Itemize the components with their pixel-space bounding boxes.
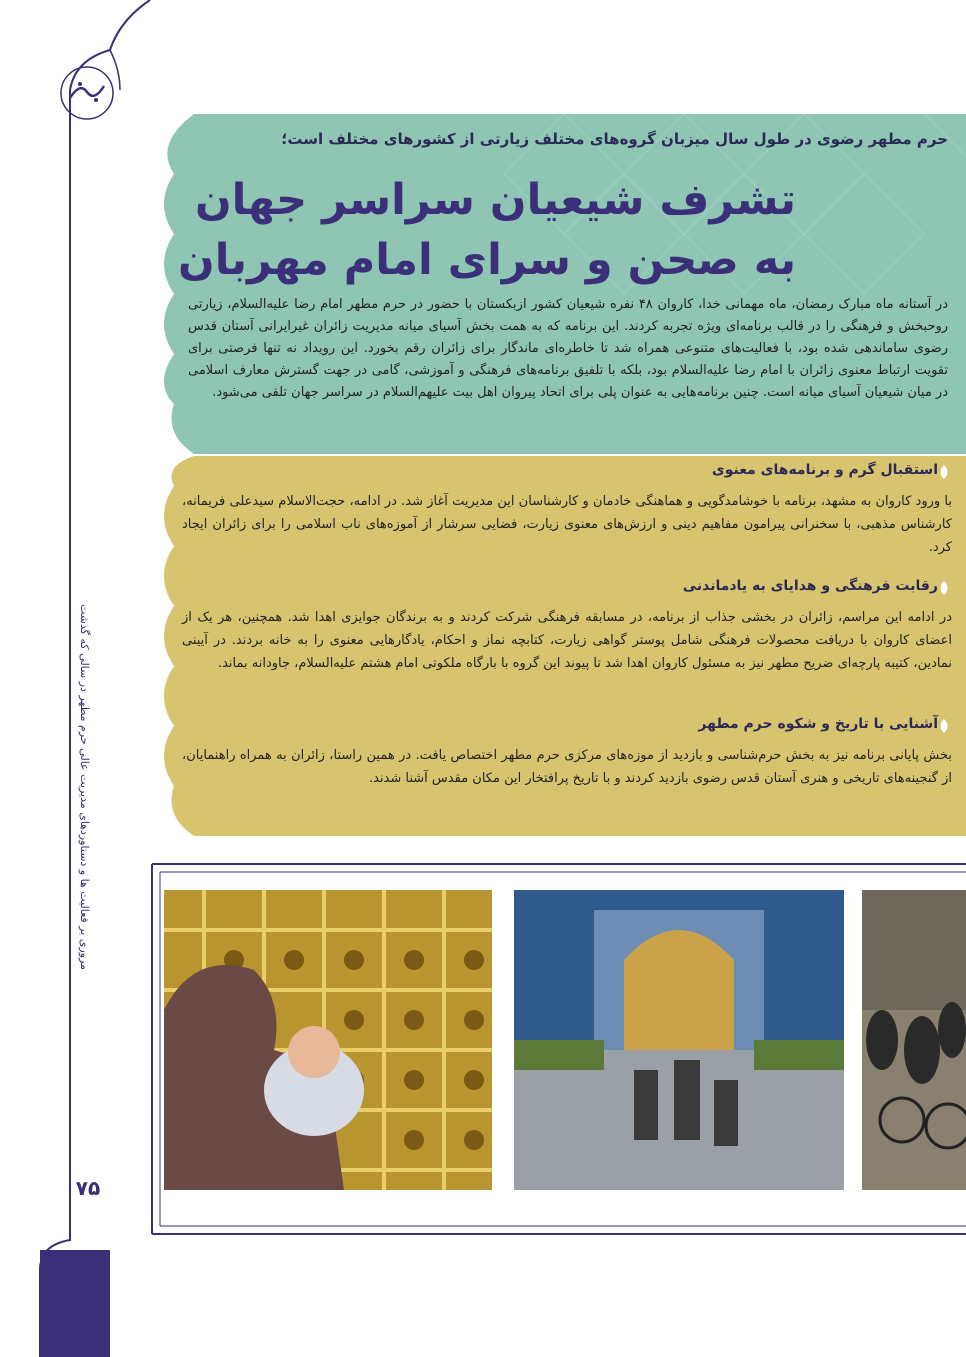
header-block bbox=[164, 114, 966, 454]
sections-block bbox=[164, 456, 966, 836]
section-body-2: در ادامه این مراسم، زائران در بخشی جذاب از برنامه، در مسابقه فرهنگی شرکت کردند و به برندگان جوایزی اهدا شد. همچنین، هر یک از اعضای کاروان با دریافت محصولات فرهنگی شامل پوستر گواهی زیارت، کتابچه نماز و احکام، یادگارهایی معنوی را به خانه بردند. در آیینی نمادین، کتیبه پارچه‌ای ضریح مطهر نیز به مسئول کاروان اهدا شد تا پیوند این گروه با بارگاه ملکوتی امام هشتم علیه‌السلام، جاودانه بماند. bbox=[182, 610, 952, 671]
section-body-1: با ورود کاروان به مشهد، برنامه با خوشامدگویی و هماهنگی خادمان و کارشناسان این مدیریت آغاز شد. در ادامه، حجت‌الاسلام سیدعلی فریمانه، کارشناس مذهبی، با سخنرانی پیرامون مفاهیم دینی و ارزش‌های معنوی زیارت، فضایی سرشار از آموزه‌های ناب اسلامی را برای زائران ایجاد کرد. bbox=[182, 494, 952, 555]
section-title-2: رقابت فرهنگی و هدایای به یادماندنی bbox=[682, 578, 938, 594]
bullet-icon bbox=[936, 464, 952, 480]
intro-paragraph: در آستانه ماه مبارک رمضان، ماه مهمانی خدا، کاروان ۴۸ نفره شیعیان کشور ازبکستان با حضور در حرم مطهر امام رضا علیه‌السلام، زیارتی روحبخش و فرهنگی را در قالب برنامه‌ای ویژه تجربه کردند. این برنامه که به همت بخش آسیای میانه مدیریت زائران غیرایرانی آستان قدس رضوی ساماندهی شده بود، با فعالیت‌های متنوعی همراه شد تا خاطره‌ای ماندگار برای زائران رقم بخورد. این رویداد نه تنها فرصتی برای تقویت ارتباط معنوی زائران با امام رضا علیه‌السلام بود، بلکه با تلفیق برنامه‌های فرهنگی و آموزشی، گامی در جهت گسترش معارف اسلامی در میان شیعیان آسیای میانه است. چنین برنامه‌هایی به عنوان پلی برای اتحاد پیروان اهل بیت علیهم‌السلام در سراسر جهان تلقی می‌شود. bbox=[188, 297, 948, 400]
photo-courtyard bbox=[514, 890, 844, 1190]
section-title-1: استقبال گرم و برنامه‌های معنوی bbox=[711, 462, 938, 478]
section-title-3: آشنایی با تاریخ و شکوه حرم مطهر bbox=[698, 716, 938, 732]
photo-shrine-grille bbox=[164, 890, 492, 1190]
subtitle: حرم مطهر رضوی در طول سال میزبان گروه‌های مختلف زیارتی از کشورهای مختلف است؛ bbox=[281, 130, 948, 148]
page-number: ۷۵ bbox=[75, 1176, 101, 1200]
bullet-icon bbox=[936, 580, 952, 596]
photo-wheelchairs bbox=[862, 890, 966, 1190]
photo-frame bbox=[144, 858, 966, 1240]
section-body-3: بخش پایانی برنامه نیز به بخش حرم‌شناسی و بازدید از موزه‌های مرکزی حرم مطهر اختصاص یافت. در همین راستا، زائران به همراه راهنمایان، از گنجینه‌های تاریخی و هنری آستان قدس رضوی بازدید کردند و با تاریخ پرافتخار این مکان مقدس آشنا شدند. bbox=[182, 748, 952, 786]
margin-strip bbox=[40, 1250, 110, 1357]
magazine-logo bbox=[56, 62, 118, 124]
headline-line-1: تشرف شیعیان سراسر جهان bbox=[194, 175, 796, 225]
bullet-icon bbox=[936, 718, 952, 734]
series-caption: مروری بر فعالیت ها و دستاوردهای مدیریت عالی حرم مطهر در سالی که گذشت bbox=[78, 604, 91, 970]
headline-line-2: به صحن و سرای امام مهربان bbox=[178, 235, 796, 285]
